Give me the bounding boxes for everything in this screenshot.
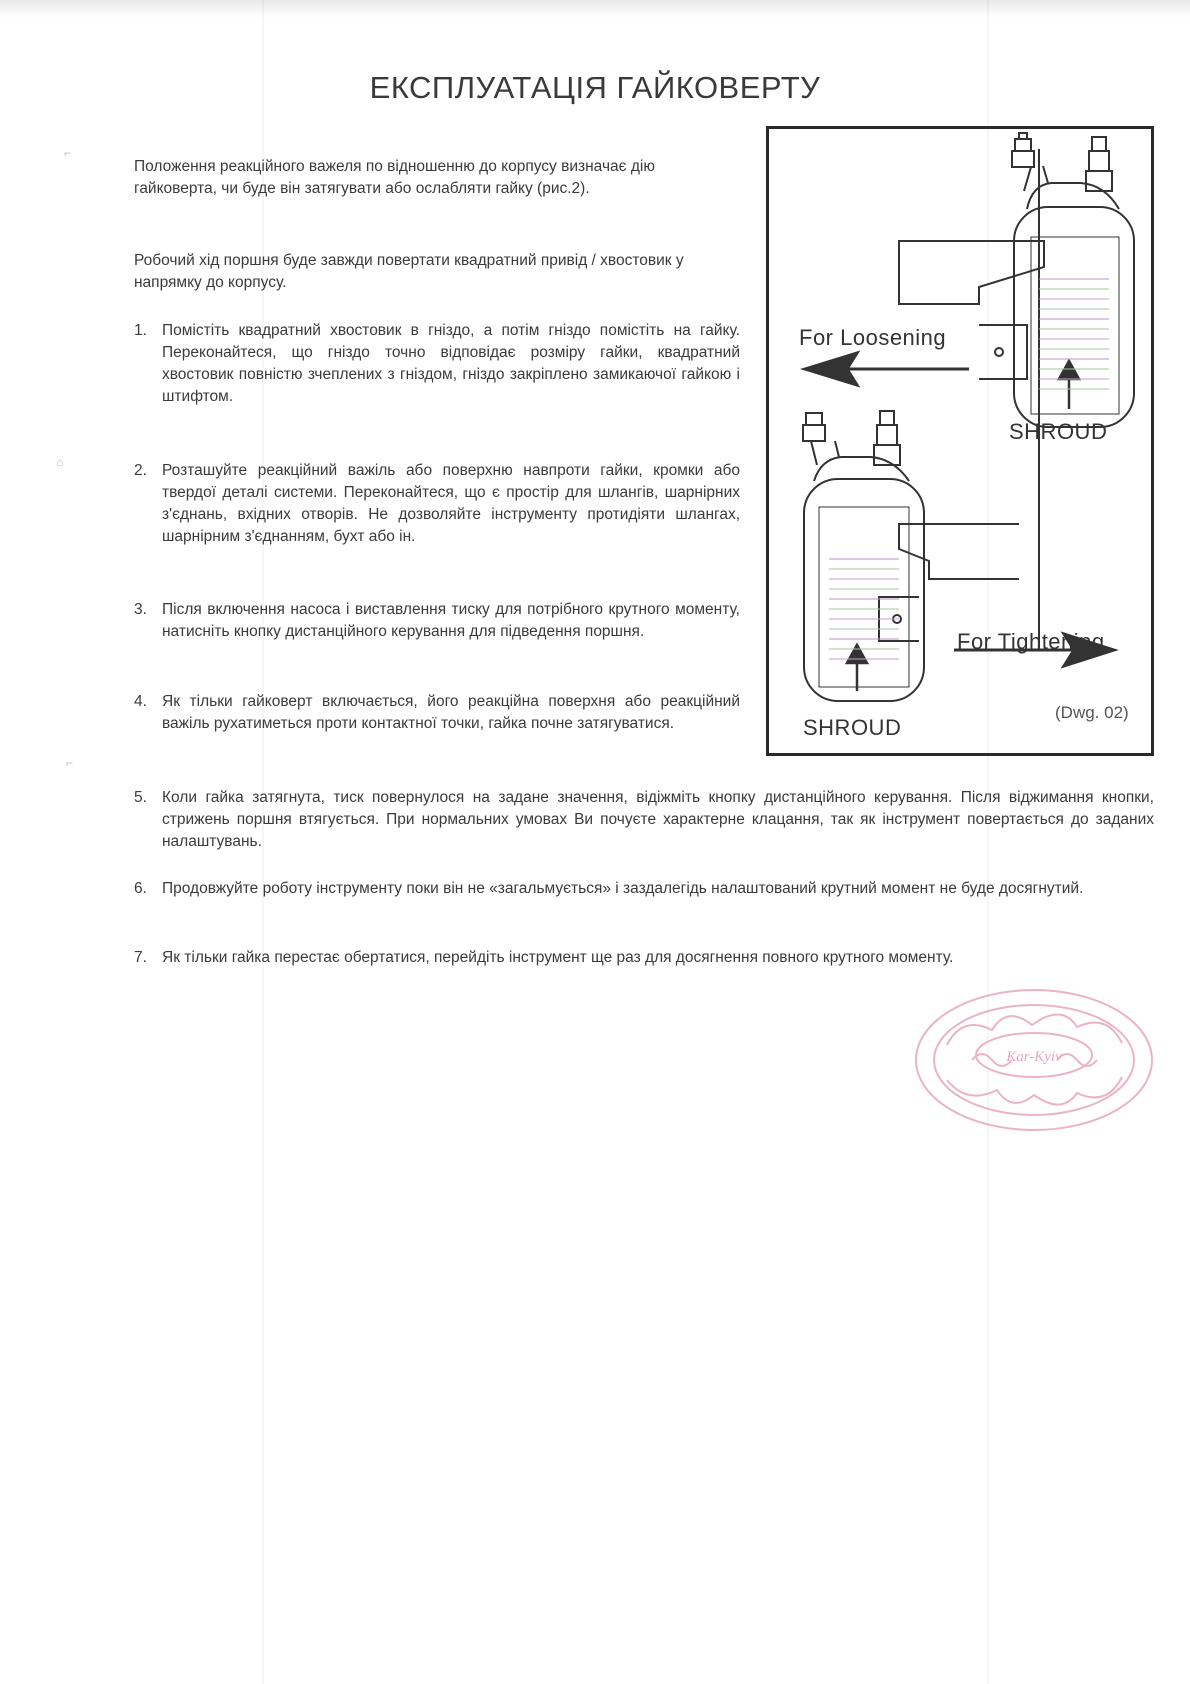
step-number: 6. xyxy=(134,880,147,897)
step-text: Коли гайка затягнута, тиск повернулося на задане значення, відіжміть кнопку дистанційного керування. Після віджимання кнопки, стрижень поршня втягується. При нормальних умовах Ви почуєте характерне клацання, так як інструмент повертається до заданих налаштувань. xyxy=(162,789,1154,850)
step-number: 3. xyxy=(134,601,147,618)
step-text: Розташуйте реакційний важіль або поверхню навпроти гайки, кромки або твердої деталі системи. Переконайтеся, що є простір для шлангів, шарнірних з'єднань, вхідних отворів. Не дозволяйте інструменту протидіяти шлангах, шарнірним з'єднанням, бухт або ін. xyxy=(162,462,740,545)
step-text: Продовжуйте роботу інструменту поки він не «загальмується» і заздалегідь налаштований крутний момент не буде досягнутий. xyxy=(162,880,1084,897)
stamp-text: Kar-Kyiv xyxy=(1006,1049,1062,1065)
swivel-left-bottom xyxy=(811,441,839,465)
scan-mark: ⌐ xyxy=(66,756,74,770)
coupler-left-top xyxy=(1012,151,1034,167)
step-number: 7. xyxy=(134,949,147,966)
shroud-label-bottom: SHROUD xyxy=(803,715,902,740)
tool-body-bottom xyxy=(804,479,924,701)
shroud-label-top: SHROUD xyxy=(1009,419,1108,444)
step-number: 1. xyxy=(134,322,147,339)
company-stamp xyxy=(912,985,1157,1135)
swivel-left-top xyxy=(1024,166,1048,191)
wrench-operation-diagram xyxy=(766,126,1154,756)
shroud-arrow-bottom xyxy=(847,645,867,691)
intro-paragraph: Положення реакційного важеля по відношенню до корпусу визначає дію гайковерта, чи буде він затягувати або ослабляти гайку (рис.2). xyxy=(134,158,655,197)
step-text: Після включення насоса і виставлення тиску для потрібного крутного моменту, натисніть кнопку дистанційного керування для підведення поршня. xyxy=(162,601,740,640)
scan-edge xyxy=(0,0,1190,18)
shroud-arrow-top xyxy=(1059,361,1079,409)
step-number: 2. xyxy=(134,462,147,479)
step-text: Як тільки гайка перестає обертатися, перейдіть інструмент ще раз для досягнення повного крутного моменту. xyxy=(162,949,954,966)
intro-paragraph: Робочий хід поршня буде завжди повертати квадратний привід / хвостовик у напрямку до корпусу. xyxy=(134,252,684,291)
step-text: Помістіть квадратний хвостовик в гніздо, а потім гніздо помістіть на гайку. Переконайтеся, що гніздо точно відповідає розміру гайки, квадратний хвостовик повністю зчеплених з гніздом, гніздо закріплено замикаючої гайкою і штифтом. xyxy=(162,322,740,405)
reaction-arm-bottom xyxy=(899,524,1019,579)
drawing-number: (Dwg. 02) xyxy=(1055,703,1129,722)
coupler-left-bottom xyxy=(803,425,825,441)
reaction-arm-top xyxy=(899,241,1044,304)
drive-hole-top xyxy=(995,348,1003,356)
loosening-arrow xyxy=(805,353,969,385)
scan-mark: ⌂ xyxy=(56,455,64,469)
step-number: 4. xyxy=(134,693,147,710)
tightening-label: For Tightening xyxy=(957,629,1105,654)
loosening-label: For Loosening xyxy=(799,325,947,350)
step-number: 5. xyxy=(134,789,147,806)
tool-head-bottom xyxy=(814,457,909,481)
tool-head-top xyxy=(1027,183,1119,209)
scan-mark: ⌐ xyxy=(64,146,72,160)
step-text: Як тільки гайковерт включається, його реакційна поверхня або реакційний важіль рухатиметься проти контактної точки, гайка почне затягуватися. xyxy=(162,693,740,732)
page-title: ЕКСПЛУАТАЦІЯ ГАЙКОВЕРТУ xyxy=(369,70,821,105)
